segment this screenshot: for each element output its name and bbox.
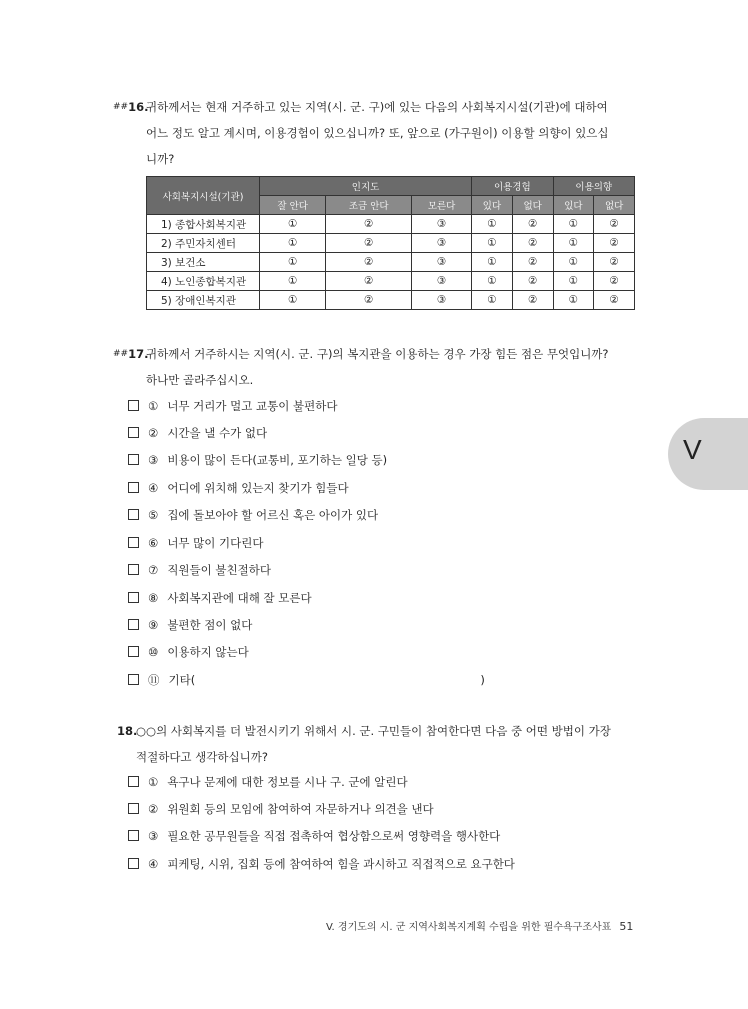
choice-cell[interactable]: ② xyxy=(326,253,412,272)
question-18-number: 18. xyxy=(117,724,138,738)
checkbox[interactable] xyxy=(128,592,139,603)
answer-option[interactable]: ② 위원회 등의 모임에 참여하여 자문하거나 의견을 낸다 xyxy=(128,801,434,817)
table-row xyxy=(147,215,635,234)
answer-option[interactable]: ⑩ 이용하지 않는다 xyxy=(128,644,249,660)
answer-option[interactable]: ② 시간을 낼 수가 없다 xyxy=(128,425,267,441)
answer-option[interactable]: ③ 필요한 공무원들을 직접 접촉하여 협상함으로써 영향력을 행사한다 xyxy=(128,828,500,844)
facility-name: 2) 주민자치센터 xyxy=(147,234,260,253)
question-16-line: 귀하께서는 현재 거주하고 있는 지역(시. 군. 구)에 있는 다음의 사회복지시설(기관)에 대하여 xyxy=(146,100,608,114)
choice-cell[interactable]: ② xyxy=(326,215,412,234)
group-header-awareness: 인지도 xyxy=(260,177,472,196)
answer-option[interactable]: ⑤ 집에 돌보아야 할 어르신 혹은 아이가 있다 xyxy=(128,507,378,523)
answer-option[interactable]: ⑧ 사회복지관에 대해 잘 모른다 xyxy=(128,590,312,606)
choice-cell[interactable]: ③ xyxy=(412,234,472,253)
choice-cell[interactable]: ① xyxy=(472,253,513,272)
table-corner-header: 사회복지시설(기관) xyxy=(147,177,260,215)
checkbox[interactable] xyxy=(128,400,139,411)
choice-cell[interactable]: ① xyxy=(553,291,594,310)
subheader: 있다 xyxy=(553,196,594,215)
choice-cell[interactable]: ① xyxy=(260,272,326,291)
choice-cell[interactable]: ③ xyxy=(412,272,472,291)
choice-cell[interactable]: ① xyxy=(553,234,594,253)
checkbox[interactable] xyxy=(128,858,139,869)
question-16-line: 니까? xyxy=(146,152,175,166)
page-footer xyxy=(326,918,633,933)
choice-cell[interactable]: ② xyxy=(594,215,635,234)
choice-cell[interactable]: ② xyxy=(512,234,553,253)
choice-cell[interactable]: ② xyxy=(326,291,412,310)
checkbox[interactable] xyxy=(128,803,139,814)
table-row xyxy=(147,253,635,272)
choice-cell[interactable]: ① xyxy=(260,253,326,272)
facility-name: 4) 노인종합복지관 xyxy=(147,272,260,291)
checkbox[interactable] xyxy=(128,830,139,841)
answer-option[interactable]: ③ 비용이 많이 든다(교통비, 포기하는 일당 등) xyxy=(128,452,387,468)
choice-cell[interactable]: ② xyxy=(594,272,635,291)
subheader: 없다 xyxy=(512,196,553,215)
checkbox[interactable] xyxy=(128,776,139,787)
subheader: 있다 xyxy=(472,196,513,215)
table-row xyxy=(147,272,635,291)
checkbox[interactable] xyxy=(128,674,139,685)
checkbox[interactable] xyxy=(128,646,139,657)
choice-cell[interactable]: ① xyxy=(260,234,326,253)
choice-cell[interactable]: ② xyxy=(594,234,635,253)
subheader: 모른다 xyxy=(412,196,472,215)
choice-cell[interactable]: ① xyxy=(260,291,326,310)
table-row xyxy=(147,291,635,310)
checkbox[interactable] xyxy=(128,482,139,493)
question-16-line: 어느 정도 알고 계시며, 이용경험이 있으십니까? 또, 앞으로 (가구원이) 이용할 의향이 있으십 xyxy=(146,126,609,140)
choice-cell[interactable]: ① xyxy=(472,291,513,310)
group-header-intention: 이용의향 xyxy=(553,177,634,196)
choice-cell[interactable]: ② xyxy=(594,291,635,310)
choice-cell[interactable]: ① xyxy=(553,253,594,272)
question-17-number: ##17. xyxy=(113,347,149,361)
checkbox[interactable] xyxy=(128,564,139,575)
question-17-line: 하나만 골라주십시오. xyxy=(146,373,254,387)
group-header-experience: 이용경험 xyxy=(472,177,553,196)
answer-option[interactable]: ⑪ 기타( ) xyxy=(128,672,485,688)
choice-cell[interactable]: ② xyxy=(512,253,553,272)
footer-title: V. 경기도의 시. 군 지역사회복지계획 수립을 위한 필수욕구조사표 xyxy=(326,922,612,933)
question-18-line: 적절하다고 생각하십니까? xyxy=(136,750,268,764)
choice-cell[interactable]: ② xyxy=(326,234,412,253)
answer-option[interactable]: ⑥ 너무 많이 기다린다 xyxy=(128,535,264,551)
facility-name: 3) 보건소 xyxy=(147,253,260,272)
choice-cell[interactable]: ② xyxy=(512,272,553,291)
question-16-number: ##16. xyxy=(113,100,149,114)
chapter-tab-label: V xyxy=(683,434,702,465)
answer-option[interactable]: ⑦ 직원들이 불친절하다 xyxy=(128,562,271,578)
facility-survey-table xyxy=(146,176,635,310)
table-row xyxy=(147,234,635,253)
page-number: 51 xyxy=(619,920,634,933)
choice-cell[interactable]: ② xyxy=(512,291,553,310)
choice-cell[interactable]: ③ xyxy=(412,215,472,234)
choice-cell[interactable]: ① xyxy=(472,215,513,234)
choice-cell[interactable]: ② xyxy=(326,272,412,291)
checkbox[interactable] xyxy=(128,619,139,630)
answer-option[interactable]: ① 욕구나 문제에 대한 정보를 시나 구. 군에 알린다 xyxy=(128,774,408,790)
choice-cell[interactable]: ② xyxy=(594,253,635,272)
choice-cell[interactable]: ① xyxy=(472,272,513,291)
subheader: 없다 xyxy=(594,196,635,215)
question-17-line: 귀하께서 거주하시는 지역(시. 군. 구)의 복지관을 이용하는 경우 가장 힘든 점은 무엇입니까? xyxy=(146,347,609,361)
choice-cell[interactable]: ② xyxy=(512,215,553,234)
subheader: 조금 안다 xyxy=(326,196,412,215)
facility-name: 5) 장애인복지관 xyxy=(147,291,260,310)
choice-cell[interactable]: ① xyxy=(260,215,326,234)
chapter-tab xyxy=(668,418,748,490)
answer-option[interactable]: ⑨ 불편한 점이 없다 xyxy=(128,617,252,633)
subheader: 잘 안다 xyxy=(260,196,326,215)
checkbox[interactable] xyxy=(128,509,139,520)
answer-option[interactable]: ① 너무 거리가 멀고 교통이 불편하다 xyxy=(128,398,337,414)
checkbox[interactable] xyxy=(128,454,139,465)
choice-cell[interactable]: ③ xyxy=(412,291,472,310)
facility-name: 1) 종합사회복지관 xyxy=(147,215,260,234)
choice-cell[interactable]: ① xyxy=(472,234,513,253)
checkbox[interactable] xyxy=(128,427,139,438)
choice-cell[interactable]: ① xyxy=(553,215,594,234)
choice-cell[interactable]: ① xyxy=(553,272,594,291)
answer-option[interactable]: ④ 피케팅, 시위, 집회 등에 참여하여 힘을 과시하고 직접적으로 요구한다 xyxy=(128,856,515,872)
answer-option[interactable]: ④ 어디에 위치해 있는지 찾기가 힘들다 xyxy=(128,480,349,496)
checkbox[interactable] xyxy=(128,537,139,548)
question-18-line: ○○의 사회복지를 더 발전시키기 위해서 시. 군. 구민들이 참여한다면 다음 중 어떤 방법이 가장 xyxy=(136,724,611,738)
choice-cell[interactable]: ③ xyxy=(412,253,472,272)
